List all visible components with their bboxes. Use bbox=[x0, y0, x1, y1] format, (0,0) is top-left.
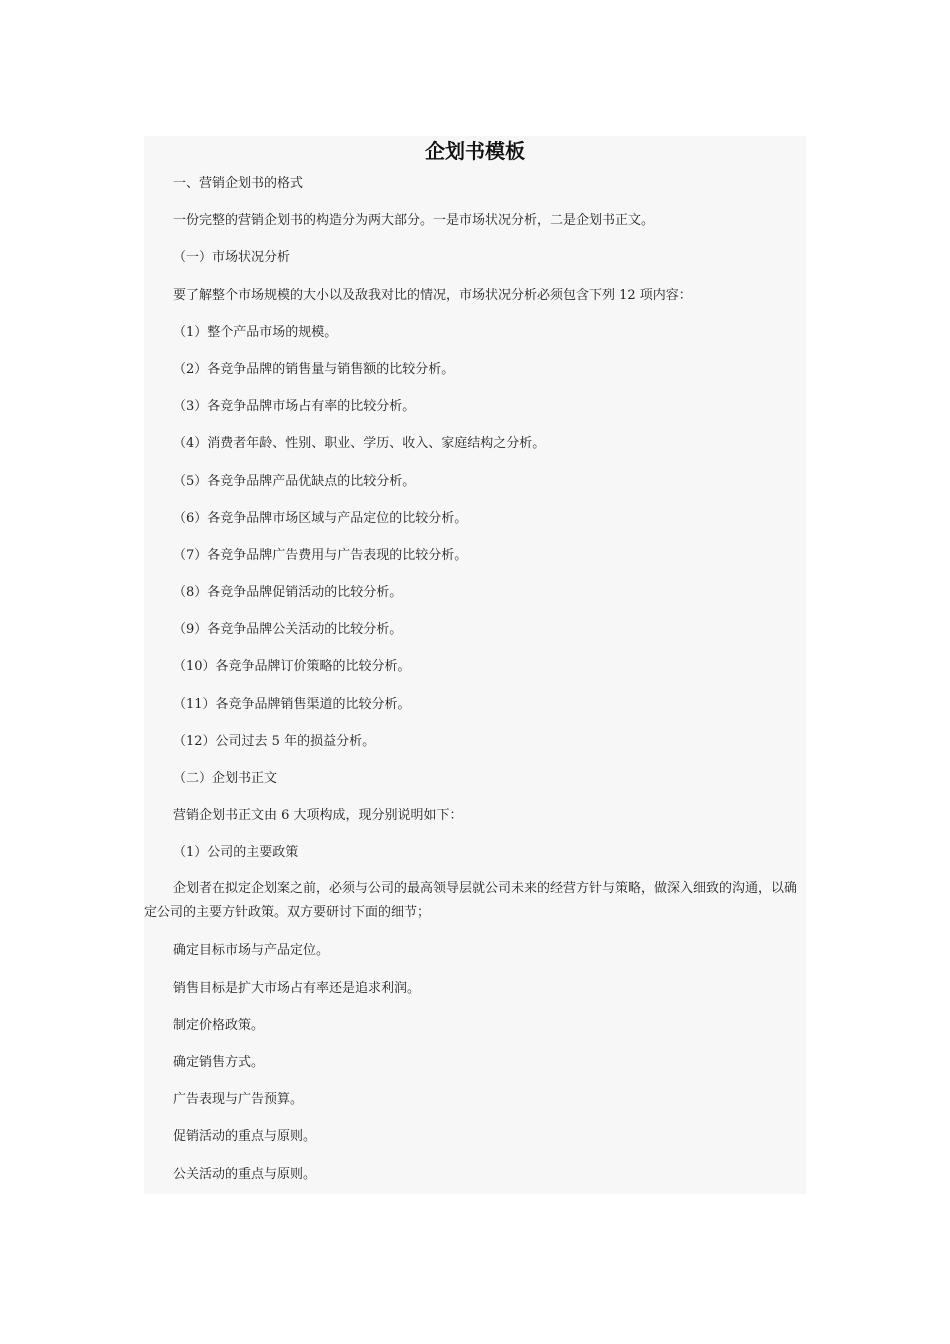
paragraph: 要了解整个市场规模的大小以及敌我对比的情况，市场状况分析必须包含下列 12 项内容： bbox=[173, 287, 692, 303]
list-item: （6）各竞争品牌市场区域与产品定位的比较分析。 bbox=[173, 510, 468, 526]
list-item: （12）公司过去 5 年的损益分析。 bbox=[173, 733, 376, 749]
list-item: （1）公司的主要政策 bbox=[173, 845, 299, 861]
list-item: 确定销售方式。 bbox=[173, 1054, 265, 1070]
paragraph: 一份完整的营销企划书的构造分为两大部分。一是市场状况分析，二是企划书正文。 bbox=[173, 213, 655, 229]
subsection-heading: （二）企划书正文 bbox=[173, 771, 278, 786]
list-item: 确定目标市场与产品定位。 bbox=[173, 943, 330, 959]
document-body bbox=[144, 174, 806, 1184]
paragraph: 企划者在拟定企划案之前，必须与公司的最高领导层就公司未来的经营方针与策略，做深入细致的沟通，以确定公司的主要方针政策。双方要研讨下面的细节； bbox=[144, 881, 798, 921]
list-item: 广告表现与广告预算。 bbox=[173, 1092, 304, 1108]
subsection-heading: （一）市场状况分析 bbox=[173, 250, 291, 266]
section-heading: 一、营销企划书的格式 bbox=[173, 176, 304, 191]
list-item: （3）各竞争品牌市场占有率的比较分析。 bbox=[173, 399, 416, 415]
list-item: 公关活动的重点与原则。 bbox=[173, 1166, 317, 1182]
paragraph: 营销企划书正文由 6 大项构成，现分别说明如下： bbox=[173, 808, 463, 824]
list-item: 销售目标是扩大市场占有率还是追求利润。 bbox=[173, 980, 421, 996]
document-page bbox=[144, 136, 806, 1194]
list-item: （1）整个产品市场的规模。 bbox=[173, 324, 338, 340]
list-item: （11）各竞争品牌销售渠道的比较分析。 bbox=[173, 696, 411, 712]
list-item: （8）各竞争品牌促销活动的比较分析。 bbox=[173, 585, 403, 601]
list-item: 促销活动的重点与原则。 bbox=[173, 1129, 317, 1145]
list-item: （10）各竞争品牌订价策略的比较分析。 bbox=[173, 659, 411, 675]
list-item: （9）各竞争品牌公关活动的比较分析。 bbox=[173, 622, 403, 638]
document-title: 企划书模板 bbox=[425, 139, 525, 163]
list-item: （4）消费者年龄、性别、职业、学历、收入、家庭结构之分析。 bbox=[173, 436, 546, 452]
list-item: （7）各竞争品牌广告费用与广告表现的比较分析。 bbox=[173, 547, 468, 563]
list-item: 制定价格政策。 bbox=[173, 1017, 265, 1033]
list-item: （2）各竞争品牌的销售量与销售额的比较分析。 bbox=[173, 361, 455, 377]
list-item: （5）各竞争品牌产品优缺点的比较分析。 bbox=[173, 473, 416, 489]
